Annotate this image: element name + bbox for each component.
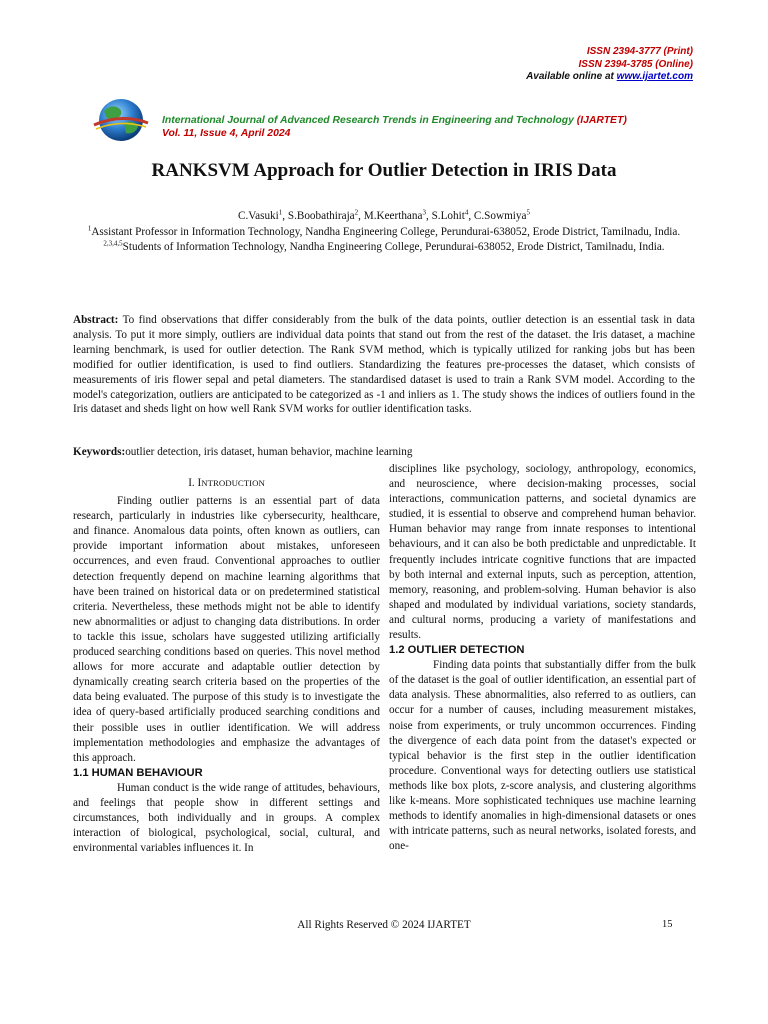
journal-header xyxy=(162,114,627,140)
author-list xyxy=(80,209,688,225)
paper-title: RANKSVM Approach for Outlier Detection in IRIS Data xyxy=(151,160,617,181)
intro-paragraph: Finding outlier patterns is an essential part of data research, particularly in industries like cybersecurity, healthcare, and finance. Anomalous data points, often known as outliers, can provide important information about mistakes, unforeseen occurrences, and even fraud. Conventional approaches to outlier detection frequently depend on machine learning algorithms that have been trained on historical data or on predetermined statistical criteria. Nevertheless, these methods might not be able to identify new abnormalities or adjust to changing data distributions. In order to tackle this issue, scholars have suggested utilizing artificially produced searching conditions based on queries. This novel method allows for more accurate and adaptable outlier detection by dynamically creating search criteria based on the properties of the data being evaluated. The purpose of this study is to investigate the idea of query-based artificially produced searching conditions and their possible uses in outlier identification. We will address implementation methodologies and emphasize the advantages of this approach. xyxy=(73,495,380,764)
journal-abbrev: (IJARTET) xyxy=(576,115,627,126)
affiliation-2: $^{2,3,4,5}$Students of Information Technology, Nandha Engineering College, Perundurai-638052, Erode District, Tamilnadu, India. xyxy=(103,239,665,253)
author: C.Vasuki$^1$, xyxy=(238,208,288,222)
issn-print: ISSN 2394-3777 (Print) xyxy=(586,46,693,57)
journal-logo xyxy=(90,95,152,145)
left-column xyxy=(73,473,380,856)
issn-online: ISSN 2394-3785 (Online) xyxy=(578,58,693,70)
journal-volume: Vol. 11, Issue 4, April 2024 xyxy=(162,128,291,139)
keywords-label: Keywords: xyxy=(73,446,126,458)
keywords-text: outlier detection, iris dataset, human behavior, machine learning xyxy=(125,446,413,458)
abstract-label: Abstract: xyxy=(73,314,119,326)
availability-line xyxy=(526,71,693,84)
human-behaviour-paragraph-cont: disciplines like psychology, sociology, anthropology, economics, and neuroscience, where decision-making processes, social interactions, communication patterns, and societal dynamics are studied, it is essential to observe and comprehend human behavior. Human behavior may range from innate responses to intentional behaviours, and it can also be both predictable and unpredictable. It frequently includes intricate cognitive functions that are impacted by both internal and external inputs, such as perception, attention, memory, reasoning, and problem-solving. Human behavior is also shaped and modulated by individual variations, society standards, and cultural norms, producing a variety of manifestations and results. xyxy=(389,463,696,642)
outlier-detection-paragraph: Finding data points that substantially differ from the bulk of the dataset is the goal of outlier identification, an essential part of data analysis. These abnormalities, also referred to as outliers, can occur for a number of causes, including measurement mistakes, noise from experiments, or truly uncommon occurrences. Finding the divergence of each data point from the dataset's expected or typical behavior is the first step in the outlier identification procedure. Conventional ways for detecting outliers use statistical methods like box plots, z-score analysis, and clustering algorithms like k-means. More sophisticated techniques use machine learning methods to identify anomalies in high-dimensional datasets or ones with intricate patterns, such as neural networks, isolated forests, and one- xyxy=(389,659,696,853)
keywords xyxy=(73,446,695,458)
author: S.Boobathiraja$^2$, xyxy=(287,208,364,222)
issn-block xyxy=(526,46,693,84)
journal-website-link[interactable]: www.ijartet.com xyxy=(616,71,693,82)
footer-copyright: All Rights Reserved © 2024 IJARTET xyxy=(297,919,471,931)
abstract-text: To find observations that differ considerably from the bulk of the data points, outlier detection is an essential task in data analysis. To put it more simply, outliers are individual data points that stand out from the rest of the dataset. the Iris dataset, a machine learning benchmark, is used for outlier detection. The Rank SVM method, which is typically utilized for ranking jobs but has been modified for outlier identification, is used to find outliers. Standardizing the features pre-processes the dataset, which consists of measurements of iris flower sepal and petal diameters. The standardised dataset is used to train a Rank SVM model. According to the model's categorization, outliers are anticipated to be categorized as -1 and inliers as 1. The study shows the indices of outliers found in the Iris dataset and sheds light on how well Rank SVM works for outlier identification tasks. xyxy=(73,314,695,416)
journal-name: International Journal of Advanced Research Trends in Engineering and Technology xyxy=(162,115,577,126)
author: M.Keerthana$^3$, xyxy=(363,208,432,222)
author: S.Lohit$^4$, xyxy=(431,208,474,222)
human-behaviour-paragraph: Human conduct is the wide range of attitudes, behaviours, and feelings that people show in different settings and circumstances, both individually and in groups. A complex interaction of biological, psychological, social, cultural, and environmental variables influences it. In xyxy=(73,781,380,855)
section-heading-introduction: I. INTRODUCTION xyxy=(188,477,265,489)
abstract xyxy=(73,313,695,417)
subsection-heading-outlier-detection: 1.2 OUTLIER DETECTION xyxy=(389,644,525,657)
author: C.Sowmiya$^5$ xyxy=(473,208,530,222)
author-block xyxy=(80,209,688,256)
right-column xyxy=(389,462,696,854)
available-prefix: Available online at xyxy=(526,71,617,82)
affiliation-1: $^1$Assistant Professor in Information Technology, Nandha Engineering College, Perundurai-638052, Erode District, Tamilnadu, India. xyxy=(87,223,681,238)
page-number: 15 xyxy=(662,919,673,930)
subsection-heading-human-behaviour: 1.1 HUMAN BEHAVIOUR xyxy=(73,766,203,779)
